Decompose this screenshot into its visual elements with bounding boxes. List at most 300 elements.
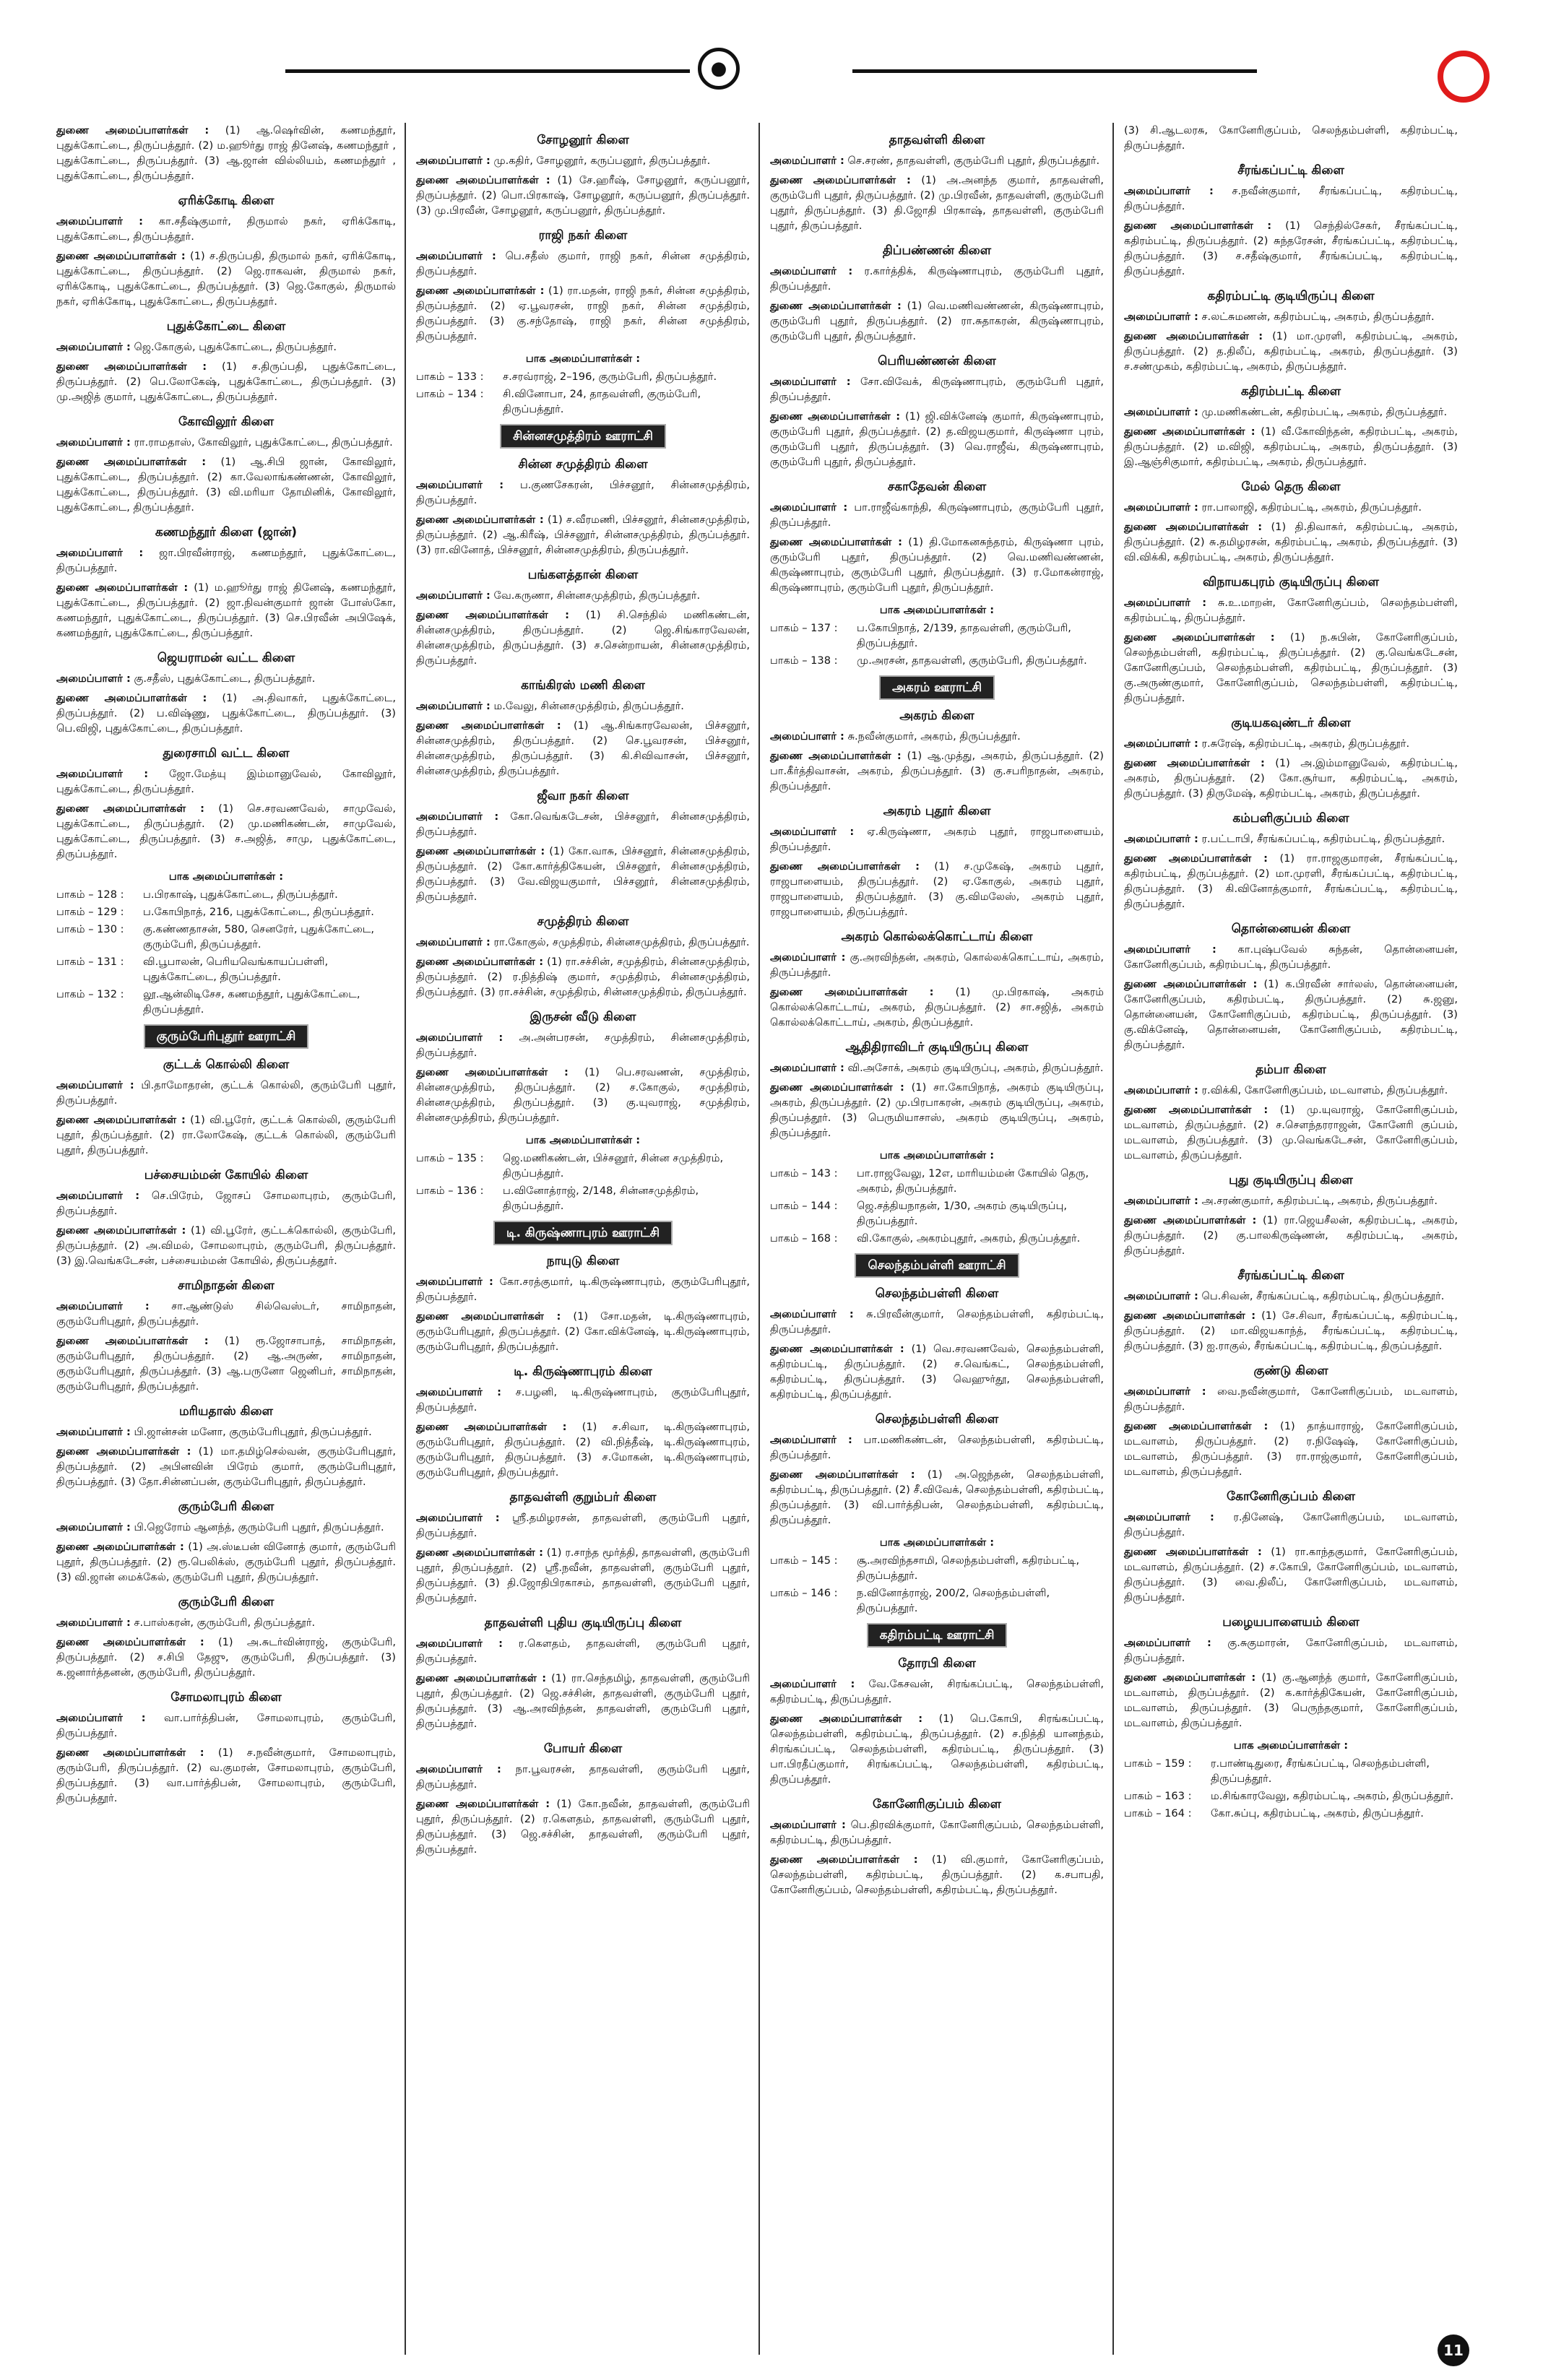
branch-title: பழையபாளையம் கிளை (1222, 1615, 1360, 1630)
member-names: (1) மு.பிரகாஷ், அகரம் கொல்லக்கொட்டாய், அகரம், திருப்பத்தூர். (2) சா.சஜித், அகரம் கொல்லக்கொட்டாய், அகரம், திருப்பத்தூர். (770, 986, 1104, 1029)
member-entry (56, 1424, 396, 1440)
branch-title: கோனேரிகுப்பம் கிளை (873, 1797, 1001, 1812)
member-names: (1) தி.மோகனசுந்தரம், கிருஷ்ணா புரம், குரும்பேரி புதூர், திருப்பத்தூர். (2) வெ.மணிவண்ணன், கிருஷ்ணாபுரம், குரும்பேரி புதூர், திருப்பத்தூர். (3) ர.மோகன்ராஜ், கிருஷ்ணாபுரம், குரும்பேரி புதூர், திருப்பத்தூர். (770, 536, 1104, 594)
member-entry (416, 607, 750, 668)
member-entry (770, 500, 1104, 530)
role-label: துணை அமைப்பாளர்கள் : (1124, 1671, 1256, 1684)
member-names: (1) வி.பூரேர், குட்டக் கொல்லி, குரும்பேரி புதூர், திருப்பத்தூர். (2) ரா.லோகேஷ், குட்டக் கொல்லி, குரும்பேரி புதூர், திருப்பத்தூர். (56, 1114, 396, 1156)
member-entry (770, 859, 1104, 919)
booth-row (56, 954, 396, 985)
branch-title: குரும்பேரி கிளை (178, 1595, 275, 1609)
member-entry (770, 374, 1104, 404)
member-entry (416, 1065, 750, 1125)
member-entry (416, 173, 750, 218)
branch-section (56, 192, 396, 309)
member-entry (416, 283, 750, 344)
booth-organisers (416, 351, 750, 417)
role-label: அமைப்பாளர் : (1124, 737, 1198, 750)
member-entry (770, 1817, 1104, 1848)
role-label: அமைப்பாளர் : (56, 215, 144, 228)
column-4 (1112, 123, 1466, 2355)
member-names: பெ.சிவன், சீரங்கப்பட்டி, கதிரம்பட்டி, திருப்பத்தூர். (1201, 1290, 1445, 1302)
member-names: கு.சுகுமாரன், கோனேரிகுப்பம், மடவாளம், திருப்பத்தூர். (1124, 1637, 1458, 1664)
member-names: கா.சதீஷ்குமார், திருமால் நகர், ஏரிக்கோடி, புதுக்கோட்டை, திருப்பத்தூர். (56, 215, 397, 243)
member-names: (1) வி.பூரேர், குட்டக்கொல்லி, குரும்பேரி, திருப்பத்தூர். (2) அ.விமல், சோமலாபுரம், குரும்பேரி, திருப்பத்தூர். (3) இ.வெங்கடேசன், பச்சையம்மன் கோயில், திருப்பத்தூர். (56, 1224, 397, 1267)
role-label: துணை அமைப்பாளர்கள் : (1124, 1546, 1262, 1558)
role-label: துணை அமைப்பாளர்கள் : (56, 1114, 186, 1126)
booth-organiser: சூ.அரவிந்தசாமி, செலந்தம்பள்ளி, கதிரம்பட்டி, திருப்பத்தூர். (857, 1554, 1080, 1582)
role-label: துணை அமைப்பாளர்கள் : (416, 1310, 561, 1323)
role-label: துணை அமைப்பாளர்கள் : (1124, 220, 1272, 232)
branch-title: கதிரம்பட்டி கிளை (1240, 384, 1341, 399)
member-names: (3) சி.ஆடலரசு, கோனேரிகுப்பம், செலந்தம்பள்ளி, கதிரம்பட்டி, திருப்பத்தூர். (1124, 124, 1458, 152)
member-names: (1) அ.ஸ்டீபன் வினோத் குமார், குரும்பேரி புதூர், திருப்பத்தூர். (2) ரூ.பெலிக்ஸ், குரும்பேரி புதூர், திருப்பத்தூர். (3) வி.ஜான் மைக்கேல், குரும்பேரி புதூர், திருப்பத்தூர். (56, 1541, 397, 1583)
red-ring-icon (1438, 51, 1490, 103)
booth-heading: பாக அமைப்பாளர்கள் : (879, 1149, 995, 1161)
member-names: (1) கோ.நவீன், தாதவள்ளி, குரும்பேரி புதூர், திருப்பத்தூர். (2) ர.கௌதம், தாதவள்ளி, குரும்பேரி புதூர், திருப்பத்தூர். (3) ஜெ.சச்சின், தாதவள்ளி, குரும்பேரி புதூர், திருப்பத்தூர். (416, 1798, 751, 1856)
article-columns (51, 123, 1466, 2355)
member-names: (1) அ.திவாகர், புதுக்கோட்டை, திருப்பத்தூர். (2) ப.விஷ்ணு, புதுக்கோட்டை, திருப்பத்தூர். (3) பெ.விஜி, புதுக்கோட்டை, திருப்பத்தூர். (56, 692, 397, 735)
member-names: (1) ந.சுபின், கோனேரிகுப்பம், செலந்தம்பள்ளி, கதிரம்பட்டி, திருப்பத்தூர். (2) கு.வெங்கடேசன், கோனேரிகுப்பம், செலந்தம்பள்ளி, கதிரம்பட்டி, திருப்பத்தூர். (3) கு.அருண்குமார், கோனேரிகுப்பம், செலந்தம்பள்ளி, கதிரம்பட்டி, திருப்பத்தூர். (1124, 631, 1458, 704)
member-names: வி.அசோக், அகரம் குடியிருப்பு, அகரம், திருப்பத்தூர். (847, 1062, 1104, 1074)
member-names: (1) அ.ஜெந்தன், செலந்தம்பள்ளி, கதிரம்பட்டி, திருப்பத்தூர். (2) சீ.விவேக், செலந்தம்பள்ளி, கதிரம்பட்டி, திருப்பத்தூர். (3) வி.பார்த்திபன், செலந்தம்பள்ளி, கதிரம்பட்டி, திருப்பத்தூர். (770, 1468, 1104, 1526)
member-entry (56, 766, 396, 797)
branch-title: அகரம் கொல்லக்கொட்டாய் கிளை (841, 930, 1033, 944)
member-entry (770, 153, 1104, 168)
role-label: அமைப்பாளர் : (416, 1637, 503, 1650)
member-entry (1124, 756, 1458, 801)
member-entry (1124, 123, 1458, 153)
branch-title: கோனேரிகுப்பம் கிளை (1227, 1489, 1355, 1504)
booth-heading: பாக அமைப்பாளர்கள் : (525, 1134, 641, 1146)
member-names: பி.ஜெரோம் ஆனந்த், குரும்பேரி புதூர், திருப்பத்தூர். (134, 1521, 384, 1533)
member-entry (416, 1309, 750, 1354)
member-names: கா.புஷ்பவேல் சுந்தன், தொன்னையன், கோனேரிகுப்பம், கதிரம்பட்டி, திருப்பத்தூர். (1124, 943, 1458, 971)
branch-section (416, 913, 750, 1000)
branch-section (416, 1489, 750, 1606)
role-label: அமைப்பாளர் : (1124, 943, 1216, 956)
booth-organiser: கு.கண்ணதாசன், 580, செனரேர், புதுக்கோட்டை, குரும்பேரி, திருப்பத்தூர். (143, 923, 375, 951)
role-label: துணை அமைப்பாளர்கள் : (770, 1343, 904, 1355)
member-names: சோ.விவேக், கிருஷ்ணாபுரம், குரும்பேரி புதூர், திருப்பத்தூர். (770, 376, 1104, 403)
booth-heading: பாக அமைப்பாளர்கள் : (879, 604, 995, 616)
role-label: அமைப்பாளர் : (416, 589, 490, 602)
booth-row (1124, 1756, 1458, 1786)
branch-title: தொன்னையன் கிளை (1231, 922, 1351, 936)
member-entry (1124, 329, 1458, 374)
role-label: துணை அமைப்பாளர்கள் : (1124, 757, 1265, 769)
branch-title: மேல் தெரு கிளை (1241, 480, 1341, 494)
member-entry (416, 1636, 750, 1666)
booth-number: பாகம் – 132 : (56, 988, 124, 1000)
branch-title: சமுத்திரம் கிளை (537, 914, 629, 929)
booth-number: பாகம் – 137 : (770, 622, 838, 634)
branch-section (416, 351, 750, 417)
member-names: பெ.சதீஸ் குமார், ராஜி நகர், சின்ன சமுத்திரம், திருப்பத்தூர். (416, 250, 750, 277)
role-label: அமைப்பாளர் : (56, 1079, 134, 1091)
branch-title: கணமந்தூர் கிளை (ஜான்) (155, 525, 298, 540)
booth-number: பாகம் – 163 : (1124, 1790, 1192, 1802)
branch-section (770, 478, 1104, 595)
member-names: (1) கோ.வாசு, பிச்சனூர், சின்னசமுத்திரம், திருப்பத்தூர். (2) கோ.கார்த்திகேயன், பிச்சனூர், சின்னசமுத்திரம், திருப்பத்தூர். (3) வே.விஜயகுமார், பிச்சனூர், சின்னசமுத்திரம், திருப்பத்தூர். (416, 845, 750, 903)
role-label: துணை அமைப்பாளர்கள் : (1124, 1104, 1268, 1116)
member-entry (416, 1419, 750, 1480)
member-entry (1124, 1102, 1458, 1163)
role-label: துணை அமைப்பாளர்கள் : (1124, 1310, 1256, 1322)
role-label: துணை அமைப்பாளர்கள் : (416, 174, 550, 186)
booth-row (416, 386, 750, 417)
member-names: வே.கேசவன், சிரங்கப்பட்டி, செலந்தம்பள்ளி, கதிரம்பட்டி, திருப்பத்தூர். (770, 1678, 1105, 1705)
booth-row (416, 1183, 750, 1213)
member-names: ரா.கோகுல், சமுத்திரம், சின்னசமுத்திரம், திருப்பத்தூர். (493, 936, 750, 948)
role-label: அமைப்பாளர் : (416, 479, 504, 491)
branch-title: புது குடியிருப்பு கிளை (1229, 1173, 1353, 1187)
booth-organiser: ர.பாண்டிதுரை, சீரங்கப்பட்டி, செலந்தம்பள்ளி, திருப்பத்தூர். (1211, 1757, 1430, 1785)
member-entry (770, 1852, 1104, 1897)
member-names: ரா.ராமதாஸ், கோவிலூர், புதுக்கோட்டை, திருப்பத்தூர். (134, 436, 393, 449)
member-entry (1124, 851, 1458, 912)
role-label: அமைப்பாளர் : (770, 265, 853, 277)
branch-section (416, 425, 750, 558)
role-label: அமைப்பாளர் : (770, 1308, 854, 1320)
member-names: ர.கார்த்திக், கிருஷ்ணாபுரம், குரும்பேரி புதூர், திருப்பத்தூர். (770, 265, 1104, 293)
member-entry (416, 477, 750, 508)
member-entry (56, 339, 396, 355)
member-names: (1) ச.நவீன்குமார், சோமலாபுரம், குரும்பேரி, திருப்பத்தூர். (2) வ.குமரன், சோமலாபுரம், குரும்பேரி, திருப்பத்தூர். (3) வா.பார்த்திபன், சோமலாபுரம், குரும்பேரி, திருப்பத்தூர். (56, 1747, 397, 1804)
role-label: அமைப்பாளர் : (56, 1190, 140, 1202)
member-entry (56, 580, 396, 641)
branch-title: பச்சையம்மன் கோயில் கிளை (144, 1168, 308, 1182)
branch-title: பங்களத்தான் கிளை (527, 568, 639, 582)
booth-heading: பாக அமைப்பாளர்கள் : (168, 870, 284, 883)
role-label: அமைப்பாளர் : (1124, 1084, 1198, 1096)
branch-title: செலந்தம்பள்ளி கிளை (875, 1412, 999, 1427)
member-names: சு.நவீன்குமார், அகரம், திருப்பத்தூர். (847, 730, 1021, 743)
branch-title: தோரபி கிளை (898, 1656, 976, 1671)
branch-title: ஜீவா நகர் கிளை (537, 789, 629, 803)
panchayat-heading: குரும்பேரிபுதூர் ஊராட்சி (145, 1026, 308, 1047)
branch-section (416, 677, 750, 779)
branch-section (770, 1796, 1104, 1897)
member-names: (1) ச.சிவா, டி.கிருஷ்ணாபுரம், குரும்பேரிபுதூர், திருப்பத்தூர். (2) வி.நித்தீஷ், டி.கிருஷ்ணாபுரம், குரும்பேரிபுதூர், திருப்பத்தூர். (3) ச.மோகன், டி.கிருஷ்ணாபுரம், குரும்பேரிபுதூர், திருப்பத்தூர். (416, 1421, 751, 1479)
role-label: துணை அமைப்பாளர்கள் : (1124, 978, 1258, 990)
member-names: ர.கௌதம், தாதவள்ளி, குரும்பேரி புதூர், திருப்பத்தூர். (416, 1637, 750, 1665)
booth-row (770, 1166, 1104, 1196)
member-names: (1) மா.தமிழ்செல்வன், குரும்பேரிபுதூர், திருப்பத்தூர். (2) அபினவின் பிரேம் குமார், குரும்பேரிபுதூர், திருப்பத்தூர். (3) தோ.சின்னப்பன், குரும்பேரிபுதூர், திருப்பத்தூர். (56, 1445, 397, 1488)
member-names: ஜோ.மேத்யு இம்மானுவேல், கோவிலூர், புதுக்கோட்டை, திருப்பத்தூர். (56, 768, 397, 795)
panchayat-heading: அகரம் ஊராட்சி (881, 677, 993, 698)
booth-number: பாகம் – 130 : (56, 923, 124, 935)
member-names: பி.தாமோதரன், குட்டக் கொல்லி, குரும்பேரி புதூர், திருப்பத்தூர். (56, 1079, 397, 1107)
member-entry (416, 153, 750, 168)
member-names: (1) அ.சுடர்வின்ராஜ், குரும்பேரி, திருப்பத்தூர். (2) ச.சிபி தேஜு, குரும்பேரி, திருப்பத்தூர். (3) க.ஜனார்த்தனன், குரும்பேரி, திருப்பத்தூர். (56, 1636, 397, 1679)
member-names: (1) செ.சரவணவேல், சாமுவேல், புதுக்கோட்டை, திருப்பத்தூர். (2) மு.மணிகண்டன், சாமுவேல், புதுக்கோட்டை, திருப்பத்தூர். (3) ச.அஜித், சாமு, புதுக்கோட்டை, திருப்பத்தூர். (56, 802, 396, 860)
member-entry (56, 1520, 396, 1535)
role-label: துணை அமைப்பாளர்கள் : (1124, 1420, 1268, 1432)
role-label: அமைப்பாளர் : (416, 250, 496, 262)
role-label: அமைப்பாளர் : (56, 547, 144, 559)
booth-row (56, 922, 396, 952)
role-label: துணை அமைப்பாளர்கள் : (56, 124, 209, 137)
booth-row (56, 987, 396, 1017)
member-entry (1124, 831, 1458, 847)
branch-title: ராஜி நகர் கிளை (538, 228, 628, 243)
role-label: அமைப்பாளர் : (770, 951, 846, 964)
role-label: அமைப்பாளர் : (1124, 1290, 1198, 1302)
role-label: துணை அமைப்பாளர்கள் : (770, 1468, 915, 1481)
column-3 (758, 123, 1112, 2355)
branch-title: காங்கிரஸ் மணி கிளை (521, 678, 645, 693)
role-label: துணை அமைப்பாளர்கள் : (770, 1853, 918, 1866)
member-names: ச.நவீன்குமார், சீரங்கப்பட்டி, கதிரம்பட்டி, திருப்பத்தூர். (1124, 185, 1458, 212)
member-names: (1) வெ.சரவணவேல், செலந்தம்பள்ளி, கதிரம்பட்டி, திருப்பத்தூர். (2) ச.வெங்கட், செலந்தம்பள்ளி, கதிரம்பட்டி, திருப்பத்தூர். (3) வெஹுர்தூ, செலந்தம்பள்ளி, கதிரம்பட்டி, திருப்பத்தூர். (770, 1343, 1104, 1401)
role-label: துணை அமைப்பாளர்கள் : (1124, 631, 1275, 644)
member-entry (416, 1510, 750, 1541)
booth-heading: பாக அமைப்பாளர்கள் : (1233, 1739, 1349, 1752)
member-names: (1) ஆ.சிபி ஜான், கோவிலூர், புதுக்கோட்டை, திருப்பத்தூர். (2) கா.வேலாங்கண்ணன், கோவிலூர், புதுக்கோட்டை, திருப்பத்தூர். (3) வி.மரியா தோமினிக், கோவிலூர், புதுக்கோட்டை, திருப்பத்தூர். (56, 456, 396, 514)
member-names: ஸ்ரீ.தமிழரசன், தாதவள்ளி, குரும்பேரி புதூர், திருப்பத்தூர். (416, 1512, 750, 1539)
member-names: (1) தி.திவாகர், கதிரம்பட்டி, அகரம், திருப்பத்தூர். (2) சு.தமிழரசன், கதிரம்பட்டி, அகரம், திருப்பத்தூர். (3) வி.விக்கி, கதிரம்பட்டி, அகரம், திருப்பத்தூர். (1124, 521, 1458, 563)
column-2 (405, 123, 758, 2355)
member-entry (416, 512, 750, 558)
branch-title: போயர் கிளை (543, 1741, 623, 1756)
booth-organiser: வி.கோகுல், அகரம்புதூர், அகரம், திருப்பத்தூர். (857, 1232, 1081, 1245)
member-entry (770, 173, 1104, 233)
member-names: சா.ஆண்டுஸ் சில்வெஸ்டர், சாமிநாதன், குரும்பேரிபுதூர், திருப்பத்தூர். (56, 1300, 397, 1328)
role-label: துணை அமைப்பாளர்கள் : (416, 514, 544, 526)
member-names: ரா.பாலாஜி, கதிரம்பட்டி, அகரம், திருப்பத்தூர். (1201, 501, 1422, 514)
member-entry (56, 671, 396, 686)
role-label: அமைப்பாளர் : (416, 1386, 501, 1398)
member-names: (1) ஜி.விக்னேஷ் குமார், கிருஷ்ணாபுரம், குரும்பேரி புதூர், திருப்பத்தூர். (2) த.விஜயகுமார், கிருஷ்ணா புரம், குரும்பேரி புதூர், திருப்பத்தூர். (3) வெ.ராஜீவ், கிருஷ்ணாபுரம், குரும்பேரி புதூர், திருப்பத்தூர். (770, 410, 1104, 468)
branch-title: குடியகவுண்டர் கிளை (1231, 716, 1351, 730)
role-label: அமைப்பாளர் : (416, 1031, 503, 1044)
member-names: (1) கு.ஆனந்த் குமார், கோனேரிகுப்பம், மடவாளம், திருப்பத்தூர். (2) க.கார்த்திகேயன், கோனேரிகுப்பம், மடவாளம், திருப்பத்தூர். (3) பெருந்தகுமார், கோனேரிகுப்பம், மடவாளம், திருப்பத்தூர். (1124, 1671, 1458, 1729)
role-label: துணை அமைப்பாளர்கள் : (416, 956, 544, 968)
member-entry (56, 691, 396, 736)
role-label: அமைப்பாளர் : (770, 376, 851, 388)
member-entry (1124, 977, 1458, 1052)
member-names: (1) ச.திருப்பதி, புதுக்கோட்டை, திருப்பத்தூர். (2) பெ.லோகேஷ், புதுக்கோட்டை, திருப்பத்தூர். (3) மு.அஜித் குமார், புதுக்கோட்டை, திருப்பத்தூர். (56, 360, 396, 403)
member-entry (56, 1112, 396, 1158)
role-label: அமைப்பாளர் : (416, 810, 499, 823)
branch-section (770, 802, 1104, 919)
member-entry (56, 1539, 396, 1585)
member-names: (1) ரா.காந்தகுமார், கோனேரிகுப்பம், மடவாளம், திருப்பத்தூர். (2) ச.கோபி, கோனேரிகுப்பம், மடவாளம், திருப்பத்தூர். (3) வை.திலீப், கோனேரிகுப்பம், மடவாளம், திருப்பத்தூர். (1124, 1546, 1458, 1604)
member-entry (1124, 630, 1458, 706)
booth-organiser: ஜெ.மணிகண்டன், பிச்சனூர், சின்ன சமுத்திரம், திருப்பத்தூர். (503, 1152, 724, 1180)
member-entry (416, 1762, 750, 1792)
member-names: கு.சதீஸ், புதுக்கோட்டை, திருப்பத்தூர். (134, 672, 316, 685)
member-entry (770, 1676, 1104, 1707)
branch-section (1124, 1488, 1458, 1605)
booth-row (770, 1231, 1104, 1246)
branch-section (416, 1222, 750, 1354)
branch-title: சோழனூர் கிளை (537, 133, 629, 147)
role-label: அமைப்பாளர் : (1124, 501, 1198, 514)
booth-row (770, 620, 1104, 651)
booth-organiser: வி.பூபாலன், பெரியவெங்காயப்பள்ளி, புதுக்கோட்டை, திருப்பத்தூர். (143, 956, 329, 983)
role-label: துணை அமைப்பாளர்கள் : (770, 1081, 904, 1094)
role-label: அமைப்பாளர் : (416, 155, 490, 167)
member-entry (1124, 424, 1458, 469)
member-names: (1) ரா.சச்சின், சமுத்திரம், சின்னசமுத்திரம், திருப்பத்தூர். (2) ர.நித்திஷ் குமார், சமுத்திரம், சின்னசமுத்திரம், திருப்பத்தூர். (3) ரா.சச்சின், சமுத்திரம், சின்னசமுத்திரம், திருப்பத்தூர். (416, 956, 750, 998)
role-label: அமைப்பாளர் : (56, 341, 131, 353)
booth-organisers (770, 602, 1104, 668)
header-rule-right (852, 69, 1257, 73)
branch-section (1124, 810, 1458, 912)
member-names: (1) ச.வீரமணி, பிச்சனூர், சின்னசமுத்திரம், திருப்பத்தூர். (2) ஆ.கிரீஷ், பிச்சனூர், சின்னசமுத்திரம், திருப்பத்தூர். (3) ரா.வினோத், பிச்சனூர், சின்னசமுத்திரம், திருப்பத்தூர். (416, 514, 750, 556)
booth-number: பாகம் – 145 : (770, 1554, 838, 1567)
booth-number: பாகம் – 128 : (56, 888, 124, 901)
member-entry (770, 1341, 1104, 1402)
panchayat-heading: டி. கிருஷ்ணாபுரம் ஊராட்சி (495, 1222, 671, 1244)
member-names: வே.கருணா, சின்னசமுத்திரம், திருப்பத்தூர். (493, 589, 701, 602)
branch-section (56, 649, 396, 736)
booth-organiser: சி.வினோபா, 24, தாதவள்ளி, குரும்பேரி, திருப்பத்தூர். (503, 388, 701, 415)
member-entry (56, 545, 396, 576)
member-names: அ.அன்பரசன், சமுத்திரம், சின்னசமுத்திரம், திருப்பத்தூர். (416, 1031, 750, 1059)
member-entry (770, 535, 1104, 595)
branch-title: குண்டு கிளை (1253, 1364, 1328, 1378)
member-names: (1) ச.திருப்பதி, திருமால் நகர், ஏரிக்கோடி, புதுக்கோட்டை, திருப்பத்தூர். (2) ஜெ.ராகவன், திருமால் நகர், ஏரிக்கோடி, புதுக்கோட்டை, திருப்பத்தூர். (3) ஜெ.கோகுல், திருமால் நகர், ஏரிக்கோடி, புதுக்கோட்டை, திருப்பத்தூர். (56, 250, 396, 308)
member-names: (1) க.பிரவீன் சார்லஸ், தொன்னையன், கோனேரிகுப்பம், கதிரம்பட்டி, திருப்பத்தூர். (2) சு.ஜனு, தொன்னையன், கோனேரிகுப்பம், கதிரம்பட்டி, திருப்பத்தூர். (3) கு.விக்னேஷ், தொன்னையன், கோனேரிகுப்பம், கதிரம்பட்டி, திருப்பத்தூர். (1124, 978, 1458, 1051)
member-names: செ.பிரேம், ஜோசப் சோமலாபுரம், குரும்பேரி, திருப்பத்தூர். (56, 1190, 397, 1217)
booth-number: பாகம் – 134 : (416, 388, 484, 400)
branch-section (416, 227, 750, 344)
member-entry (56, 454, 396, 515)
role-label: அமைப்பாளர் : (770, 1678, 855, 1690)
branch-section (770, 1535, 1104, 1616)
branch-section (770, 928, 1104, 1030)
role-label: அமைப்பாளர் : (416, 1276, 493, 1288)
booth-organiser: ப.பிரகாஷ், புதுக்கோட்டை, திருப்பத்தூர். (143, 888, 338, 901)
member-names: செ.சரண், தாதவள்ளி, குரும்பேரி புதூர், திருப்பத்தூர். (847, 155, 1100, 167)
member-entry (416, 1385, 750, 1415)
member-names: ர.விக்கி, கோனேரிகுப்பம், மடவாளம், திருப்பத்தூர். (1201, 1084, 1448, 1096)
booth-organisers (56, 869, 396, 1017)
member-entry (56, 1299, 396, 1329)
role-label: அமைப்பாளர் : (1124, 406, 1198, 418)
member-names: சு.பிரவீன்குமார், செலந்தம்பள்ளி, கதிரம்பட்டி, திருப்பத்தூர். (770, 1308, 1105, 1336)
role-label: துணை அமைப்பாளர்கள் : (770, 536, 902, 548)
branch-section (770, 1624, 1104, 1787)
member-entry (1124, 1544, 1458, 1605)
branch-title: திப்பண்ணன் கிளை (882, 243, 992, 258)
booth-heading: பாக அமைப்பாளர்கள் : (879, 1536, 995, 1549)
branch-title: சோமலாபுரம் கிளை (170, 1690, 282, 1705)
member-names: ர.சுரேஷ், கதிரம்பட்டி, அகரம், திருப்பத்தூர். (1201, 737, 1410, 750)
branch-title: கம்பளிகுப்பம் கிளை (1232, 811, 1349, 826)
member-entry (1124, 736, 1458, 751)
member-entry (770, 298, 1104, 344)
branch-section (770, 1148, 1104, 1246)
role-label: துணை அமைப்பாளர்கள் : (1124, 425, 1255, 438)
role-label: அமைப்பாளர் : (770, 1434, 852, 1446)
member-entry (1124, 1289, 1458, 1304)
member-names: (1) சா.கோபிநாத், அகரம் குடியிருப்பு, அகரம், திருப்பத்தூர். (2) மு.பிரபாகரன், அகரம் குடியிருப்பு, அகரம், திருப்பத்தூர். (3) பெருமியாசாஸ், அகரம் குடியிருப்பு, அகரம், திருப்பத்தூர். (770, 1081, 1104, 1139)
role-label: அமைப்பாளர் : (770, 501, 848, 514)
branch-title: தாதவள்ளி குறும்பர் கிளை (509, 1490, 657, 1505)
member-entry (1124, 1193, 1458, 1208)
role-label: துணை அமைப்பாளர்கள் : (416, 1421, 567, 1433)
branch-title: கோவிலூர் கிளை (178, 415, 275, 429)
branch-title: சின்ன சமுத்திரம் கிளை (518, 457, 648, 472)
branch-section (770, 242, 1104, 344)
booth-number: பாகம் – 168 : (770, 1232, 838, 1245)
member-names: (1) அ.இம்மானுவேல், கதிரம்பட்டி, அகரம், திருப்பத்தூர். (2) கோ.சூர்யா, கதிரம்பட்டி, அகரம், திருப்பத்தூர். (3) திருமேஷ், கதிரம்பட்டி, அகரம், திருப்பத்தூர். (1124, 757, 1458, 800)
role-label: அமைப்பாளர் : (1124, 597, 1207, 609)
role-label: துணை அமைப்பாளர்கள் : (416, 719, 561, 732)
branch-section (1124, 1738, 1458, 1821)
member-entry (1124, 1308, 1458, 1354)
member-names: அ.சரண்குமார், கதிரம்பட்டி, அகரம், திருப்பத்தூர். (1201, 1195, 1438, 1207)
booth-row (416, 369, 750, 384)
member-names: (1) அ.அனந்த குமார், தாதவள்ளி, குரும்பேரி புதூர், திருப்பத்தூர். (2) மு.பிரவீன், தாதவள்ளி, குரும்பேரி புதூர், திருப்பத்தூர். (3) தி.ஜோதி பிரகாஷ், தாதவள்ளி, குரும்பேரி புதூர், திருப்பத்தூர். (770, 174, 1105, 232)
role-label: துணை அமைப்பாளர்கள் : (770, 174, 911, 186)
booth-number: பாகம் – 135 : (416, 1152, 484, 1164)
branch-section (1124, 123, 1458, 153)
member-names: (1) ஆ.முத்து, அகரம், திருப்பத்தூர். (2) பா.கீர்த்திவாசன், அகரம், திருப்பத்தூர். (3) கு.சபரிநாதன், அகரம், திருப்பத்தூர். (770, 750, 1105, 792)
booth-number: பாகம் – 144 : (770, 1200, 838, 1212)
member-names: (1) மா.முரளி, கதிரம்பட்டி, அகரம், திருப்பத்தூர். (2) த.திலீப், கதிரம்பட்டி, அகரம், திருப்பத்தூர். (3) ச.சண்முகம், கதிரம்பட்டி, அகரம், திருப்பத்தூர். (1124, 330, 1458, 373)
branch-title: தம்பா கிளை (1255, 1063, 1326, 1077)
member-entry (56, 214, 396, 244)
branch-section (770, 602, 1104, 668)
booth-number: பாகம் – 164 : (1124, 1807, 1192, 1819)
member-names: சு.உ.மாறன், கோனேரிகுப்பம், செலந்தம்பள்ளி, கதிரம்பட்டி, திருப்பத்தூர். (1124, 597, 1458, 624)
member-entry (416, 588, 750, 603)
branch-section (1124, 1614, 1458, 1731)
member-names: (1) ரா.ராஜகுமாரன், சீரங்கப்பட்டி, கதிரம்பட்டி, திருப்பத்தூர். (2) மா.முரளி, சீரங்கப்பட்டி, கதிரம்பட்டி, திருப்பத்தூர். (3) கி.வினோத்குமார், சீரங்கப்பட்டி, கதிரம்பட்டி, திருப்பத்தூர். (1124, 852, 1458, 910)
member-names: (1) சோ.மதன், டி.கிருஷ்ணாபுரம், குரும்பேரிபுதூர், திருப்பத்தூர். (2) கோ.விக்னேஷ், டி.கிருஷ்ணாபுரம், குரும்பேரிபுதூர், திருப்பத்தூர். (416, 1310, 750, 1353)
role-label: அமைப்பாளர் : (416, 1512, 500, 1524)
member-entry (416, 698, 750, 714)
branch-title: தாதவள்ளி கிளை (889, 133, 985, 147)
branch-title: ஜெயராமன் வட்ட கிளை (157, 651, 295, 665)
role-label: அமைப்பாளர் : (56, 436, 131, 449)
member-entry (1124, 1083, 1458, 1098)
role-label: துணை அமைப்பாளர்கள் : (770, 860, 920, 873)
branch-title: சாமிநாதன் கிளை (178, 1278, 275, 1293)
member-entry (56, 123, 396, 183)
booth-number: பாகம் – 136 : (416, 1185, 484, 1197)
booth-row (770, 1198, 1104, 1229)
member-entry (56, 1635, 396, 1680)
member-entry (770, 1060, 1104, 1076)
member-entry (770, 264, 1104, 294)
panchayat-heading: சின்னசமுத்திரம் ஊராட்சி (501, 425, 665, 447)
booth-organiser: ப.வினோத்ராஜ், 2/148, சின்னசமுத்திரம், திருப்பத்தூர். (503, 1185, 699, 1212)
member-entry (770, 1080, 1104, 1141)
member-entry (1124, 218, 1458, 279)
role-label: துணை அமைப்பாளர்கள் : (416, 1546, 543, 1559)
member-names: பா.ராஜீவ்காந்தி, கிருஷ்ணாபுரம், குரும்பேரி புதூர், திருப்பத்தூர். (770, 501, 1105, 529)
role-label: துணை அமைப்பாளர்கள் : (56, 250, 186, 262)
booth-organiser: மு.அரசன், தாதவள்ளி, குரும்பேரி, திருப்பத்தூர். (857, 654, 1087, 667)
branch-section (1124, 1061, 1458, 1163)
member-names: (1) சே.ஹரீஷ், சோழனூர், கருப்பனூர், திருப்பத்தூர். (2) பொ.பிரகாஷ், சோழனூர், கருப்பனூர், திருப்பத்தூர். (3) மு.பிரவீன், சோழனூர், கருப்பனூர், திருப்பத்தூர். (416, 174, 751, 217)
branch-section (416, 1133, 750, 1213)
branch-section (416, 566, 750, 668)
branch-section (56, 1593, 396, 1680)
member-entry (770, 824, 1104, 854)
branch-title: சகாதேவன் கிளை (887, 480, 987, 494)
member-names: (1) ரூ.ஜோசாபாத், சாமிநாதன், குரும்பேரிபுதூர், திருப்பத்தூர். (2) ஆ.அருண், சாமிநாதன், குரும்பேரிபுதூர், திருப்பத்தூர். (3) ஆ.பருனோ ஜெனிபர், சாமிநாதன், குரும்பேரிபுதூர், திருப்பத்தூர். (56, 1335, 396, 1393)
booth-organiser: ச.சரவ்ராஜ், 2–196, குரும்பேரி, திருப்பத்தூர். (503, 371, 717, 383)
role-label: அமைப்பாளர் : (770, 1819, 846, 1831)
member-entry (56, 248, 396, 309)
